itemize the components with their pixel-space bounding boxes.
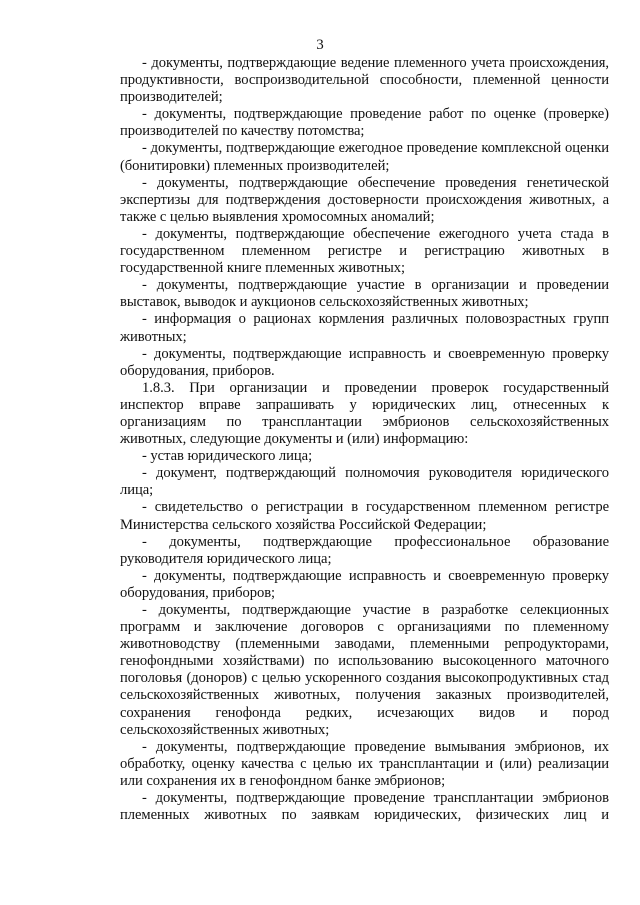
list-item: - документы, подтверждающие ведение племенного учета происхождения, продуктивности, воспроизводительной способности, племенной ценности производителей; — [120, 55, 609, 106]
list-item: - документы, подтверждающие обеспечение проведения генетической экспертизы для подтверждения достоверности происхождения животных, а также с целью выявления хромосомных аномалий; — [120, 174, 609, 225]
list-item: - устав юридического лица; — [142, 448, 313, 465]
list-item: - документы, подтверждающие исправность и своевременную проверку оборудования, приборов; — [120, 567, 609, 601]
section-paragraph: 1.8.3. При организации и проведении проверок государственный инспектор вправе запрашивать у юридических лиц, отнесенных к организациям по трансплантации эмбрионов сельскохозяйственных животных, следующие документы и (или) информацию: — [120, 379, 609, 448]
document-body — [120, 55, 609, 824]
list-item: - свидетельство о регистрации в государственном племенном регистре Министерства сельского хозяйства Российской Федерации; — [120, 499, 609, 533]
list-item: - документы, подтверждающие проведение трансплантации эмбрионов племенных животных по заявкам юридических, физических лиц и — [120, 790, 609, 824]
list-item: - документ, подтверждающий полномочия руководителя юридического лица; — [120, 465, 609, 499]
list-item: - документы, подтверждающие профессиональное образование руководителя юридического лица; — [120, 533, 609, 567]
page-number: 3 — [316, 37, 324, 53]
list-item: - документы, подтверждающие участие в организации и проведении выставок, выводок и аукционов сельскохозяйственных животных; — [120, 277, 609, 311]
list-item: - документы, подтверждающие проведение работ по оценке (проверке) производителей по качеству потомства; — [120, 106, 609, 140]
list-item: - информация о рационах кормления различных половозрастных групп животных; — [120, 311, 609, 345]
list-item: - документы, подтверждающие исправность и своевременную проверку оборудования, приборов. — [120, 345, 609, 379]
list-item: - документы, подтверждающие проведение вымывания эмбрионов, их обработку, оценку качества с целью их трансплантации и (или) реализации или сохранения их в генофондном банке эмбрионов; — [120, 738, 609, 789]
list-item: - документы, подтверждающие обеспечение ежегодного учета стада в государственном племенном регистре и регистрацию животных в государственной книге племенных животных; — [120, 225, 609, 277]
list-item: - документы, подтверждающие ежегодное проведение комплексной оценки (бонитировки) племенных производителей; — [120, 140, 609, 174]
list-item: - документы, подтверждающие участие в разработке селекционных программ и заключение договоров с организациями по племенному животноводству (племенными заводами, племенными репродукторами, генофондными хозяйствами) по использованию высокоценного маточного поголовья (доноров) с целью ускоренного создания высокопродуктивных стад сельскохозяйственных животных, получения заказных производителей, сохранения генофонда редких, исчезающих видов и пород сельскохозяйственных животных; — [120, 602, 609, 738]
